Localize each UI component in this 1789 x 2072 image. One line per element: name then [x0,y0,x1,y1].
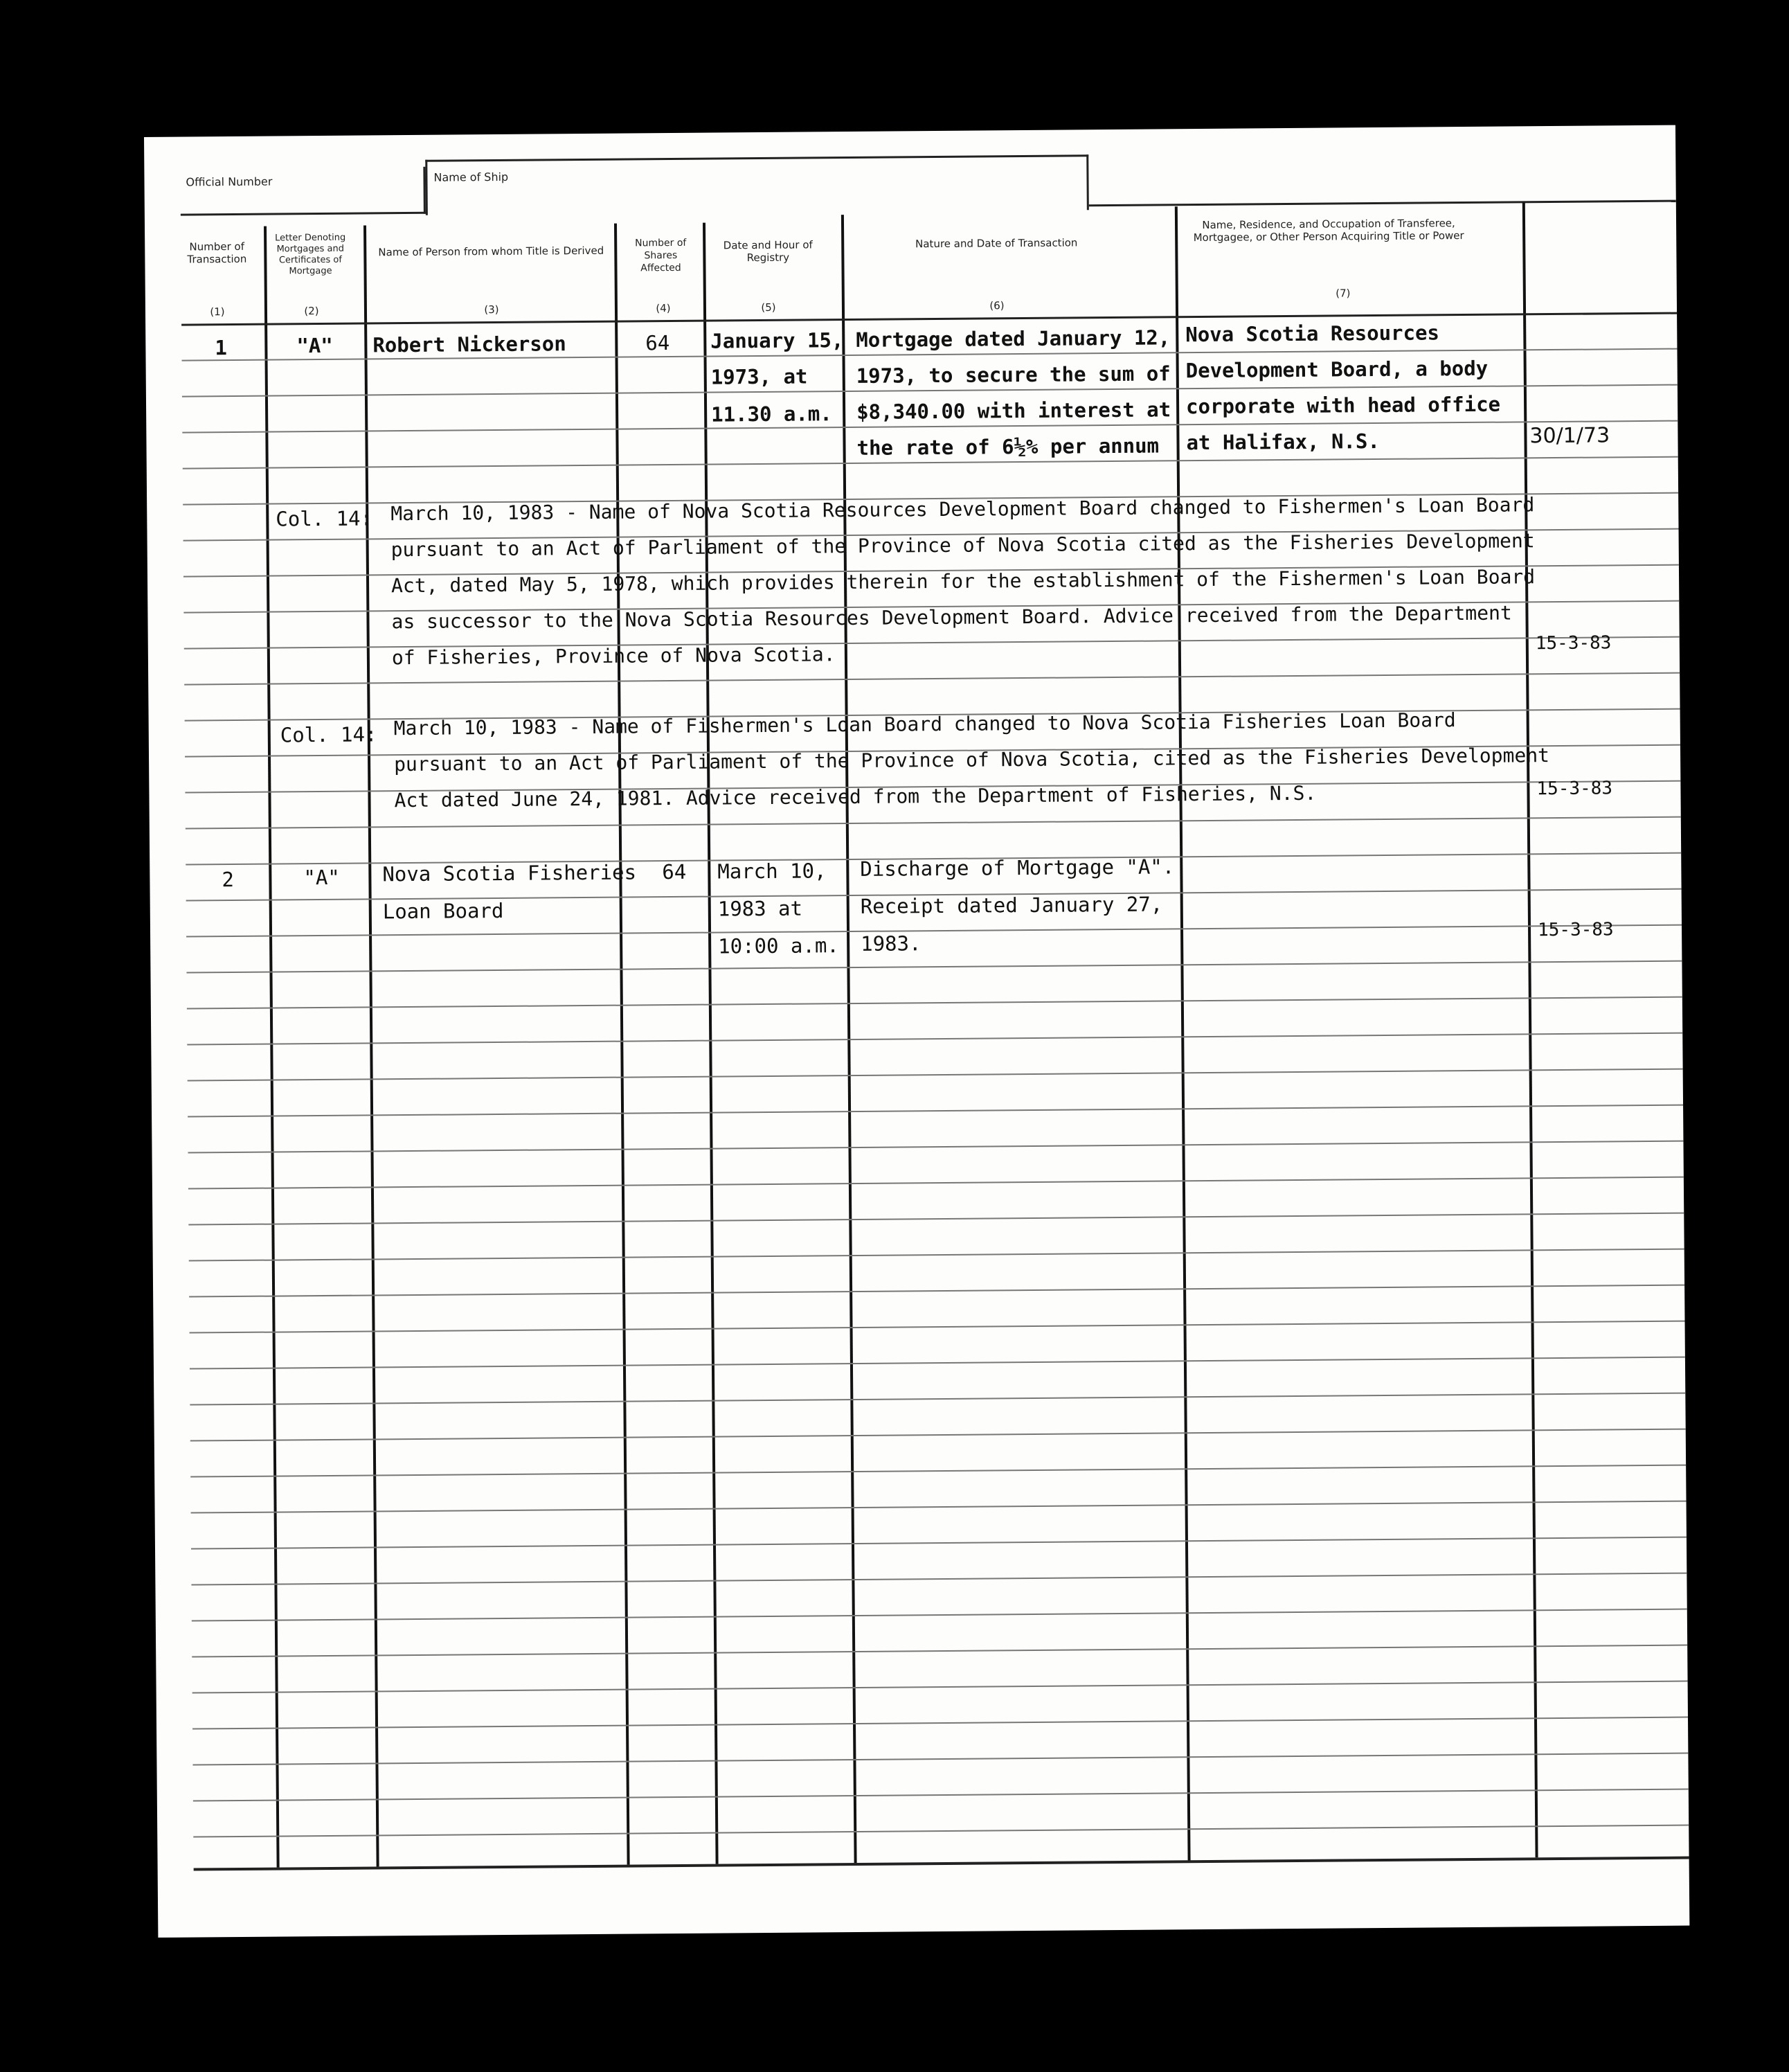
col7-header: Name, Residence, and Occupation of Transferee, Mortgagee, or Other Person Acquiring Title or Power [1193,217,1464,244]
ruled-line [190,1465,1686,1478]
entry2-person-line: Nova Scotia Fisheries [382,860,637,886]
ruled-line [190,1429,1686,1442]
header-rule [1089,200,1676,207]
ruled-line [189,1249,1684,1262]
col6-header: Nature and Date of Transaction [915,236,1078,251]
ruled-line [192,1609,1687,1622]
ruled-line [191,1501,1687,1514]
col-rule-2 [363,225,379,1866]
bottom-rule [194,1857,1689,1871]
col-rule-4 [703,223,719,1864]
col1-header: Number of Transaction [187,240,247,266]
official-number-label: Official Number [186,175,273,189]
ruled-line [191,1537,1687,1550]
ruled-line [188,1105,1683,1118]
ruled-line [188,1069,1683,1082]
col-rule-3 [614,224,630,1865]
note1-line: Act, dated May 5, 1978, which provides therein for the establishment of the Fishermen's Loan Board [390,565,1536,598]
official-number-box [180,167,426,216]
note1-stamp: 15-3-83 [1535,632,1612,654]
col3-number: (3) [484,303,499,316]
entry1-shares: 64 [645,331,670,355]
ruled-line [186,961,1682,974]
name-of-ship-box [425,154,1089,215]
name-of-ship-label: Name of Ship [433,170,509,184]
ruled-line [186,925,1682,938]
entry1-nature-line: the rate of 6½% per annum [856,434,1160,460]
ruled-line [189,1285,1684,1298]
ruled-line [190,1321,1685,1334]
ruled-line [192,1681,1688,1694]
col-rule-1 [264,226,280,1868]
ruled-line [188,1141,1684,1154]
ruled-line [187,1033,1682,1046]
ruled-line [192,1753,1688,1766]
col1-number: (1) [210,305,225,319]
ruled-line [192,1717,1688,1730]
entry2-number: 2 [222,868,235,892]
entry1-date-line: 1973, at [710,364,808,389]
ruled-line [181,312,1677,326]
entry2-nature-line: Receipt dated January 27, [860,892,1163,918]
ruled-line [186,816,1681,830]
entry1-person: Robert Nickerson [372,332,566,357]
ruled-line [184,672,1680,686]
ruled-line [192,1645,1687,1658]
entry2-shares: 64 [662,859,687,884]
entry1-transferee-line: Nova Scotia Resources [1185,321,1440,347]
note1-line: March 10, 1983 - Name of Nova Scotia Resources Development Board changed to Fishermen's Loan Board [390,493,1535,526]
entry1-stamp: 30/1/73 [1529,423,1610,449]
col3-header: Name of Person from whom Title is Derived [378,244,604,259]
col6-number: (6) [989,299,1005,312]
col4-header: Number of Shares Affected [635,237,687,274]
entry2-nature-line: 1983. [861,931,922,956]
entry1-nature-line: 1973, to secure the sum of [856,361,1171,388]
note1-line: of Fisheries, Province of Nova Scotia. [391,643,836,670]
entry2-person-line: Loan Board [382,898,504,924]
entry1-date-line: January 15, [710,328,844,353]
entry2-date-line: March 10, [717,859,827,884]
ruled-line [193,1825,1689,1838]
col5-header: Date and Hour of Registry [723,238,813,265]
entry2-nature-line: Discharge of Mortgage "A". [860,855,1175,881]
ruled-line [193,1789,1689,1802]
col5-number: (5) [761,301,776,314]
entry1-number: 1 [215,336,227,360]
note1-col: Col. 14: [276,506,373,531]
entry1-letter: "A" [296,333,333,358]
note1-line: as successor to the Nova Scotia Resources Development Board. Advice received from the Department [391,601,1512,634]
entry1-date-line: 11.30 a.m. [711,402,832,427]
entry1-transferee-line: corporate with head office [1185,392,1501,419]
ruled-line [190,1357,1685,1370]
col2-number: (2) [304,305,319,318]
note2-line: pursuant to an Act of Parliament of the Province of Nova Scotia, cited as the Fisheries Development [393,744,1550,776]
entry1-nature-line: Mortgage dated January 12, [856,325,1171,352]
register-page [144,125,1689,1938]
ruled-line [188,1177,1684,1190]
entry2-date-line: 10:00 a.m. [718,934,839,958]
note2-line: Act dated June 24, 1981. Advice received from the Department of Fisheries, N.S. [394,781,1317,812]
note2-col: Col. 14: [280,722,377,747]
ruled-line [188,1213,1684,1226]
entry1-transferee-line: at Halifax, N.S. [1186,429,1380,455]
ruled-line [191,1573,1687,1586]
entry2-date-line: 1983 at [717,896,803,921]
note2-stamp: 15-3-83 [1536,778,1613,800]
note1-line: pursuant to an Act of Parliament of the Province of Nova Scotia cited as the Fisheries Development [390,529,1535,562]
entry2-stamp: 15-3-83 [1537,919,1614,941]
col2-header: Letter Denoting Mortgages and Certificates of Mortgage [275,232,346,277]
entry1-transferee-line: Development Board, a body [1185,356,1489,383]
col7-number: (7) [1336,287,1351,300]
entry2-letter: "A" [303,865,340,890]
ruled-lines [144,125,1675,137]
note2-line: March 10, 1983 - Name of Fishermen's Loan Board changed to Nova Scotia Fisheries Loan Board [393,708,1456,740]
ruled-line [190,1393,1685,1406]
entry1-nature-line: $8,340.00 with interest at [856,398,1171,424]
col4-number: (4) [656,302,671,315]
ruled-line [187,997,1682,1010]
